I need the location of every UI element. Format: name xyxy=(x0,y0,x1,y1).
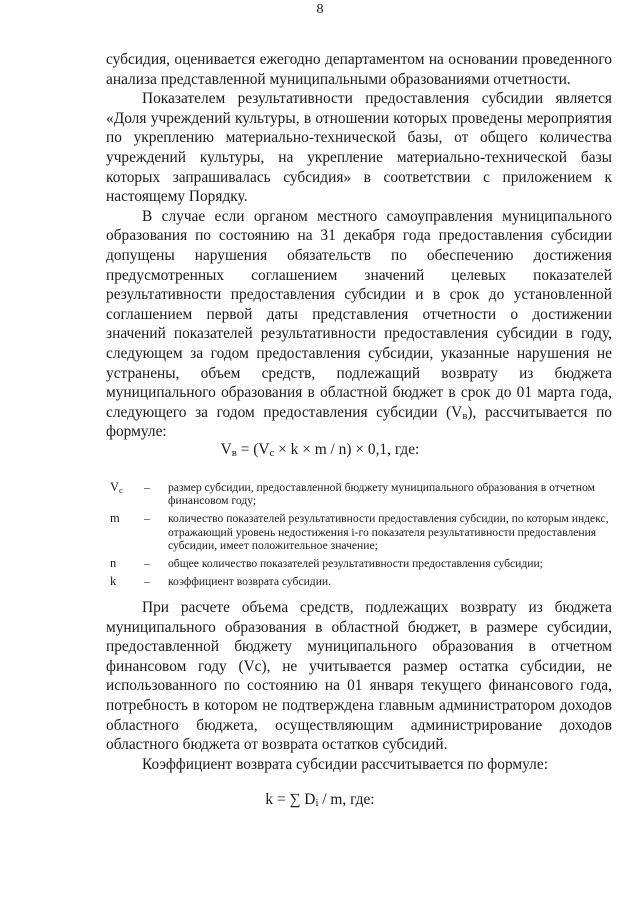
definition-item xyxy=(110,575,612,588)
paragraph-violation-text: В случае если органом местного самоуправления муниципального образования по состоянию на 31 декабря года предоставления субсидии допущены нарушения обязательств по обеспечению достижения предусмотренных соглашением значений целевых показателей результативности предоставления субсидии и в срок до установленной соглашением первой даты представления отчетности о достижении значений показателей результативности предоставления субсидии в году, следующем за годом предоставления субсидии, указанные нарушения не устранены, объем средств, подлежащий возврату из бюджета муниципального образования в областной бюджет в срок до 01 марта года, следующего за годом предоставления субсидии (V xyxy=(106,207,612,421)
definition-item xyxy=(110,512,612,552)
definition-symbol: n xyxy=(110,556,117,571)
formula-coefficient xyxy=(0,791,640,809)
definition-dash: – xyxy=(144,557,150,571)
formula-v-sub: в xyxy=(231,447,237,459)
body-block-top xyxy=(106,50,612,442)
body-block-bottom xyxy=(106,598,612,774)
definition-text: количество показателей результативности предоставления субсидии, по которым индекс, отражающий уровень недостижения i-го показателя результативности предоставления субсидии, имеет положительное значение; xyxy=(168,512,609,552)
definition-dash: – xyxy=(144,575,150,589)
definitions-list xyxy=(110,481,612,593)
paragraph-violation xyxy=(106,207,612,442)
definition-text: общее количество показателей результативности предоставления субсидии; xyxy=(168,557,543,571)
formula2-lead: k = ∑ D xyxy=(265,791,316,808)
formula2-sub: i xyxy=(315,797,319,809)
definition-dash: – xyxy=(144,512,150,526)
paragraph-violation-end: ), рассчитывается по формуле: xyxy=(106,403,612,441)
definition-symbol: k xyxy=(110,574,117,589)
formula2-tail: / m, где: xyxy=(318,791,375,808)
definition-text: размер субсидии, предоставленной бюджету муниципального образования в отчетном финансовом году; xyxy=(168,481,595,508)
paragraph-calculation: При расчете объема средств, подлежащих возврату из бюджета муниципального образования в областной бюджет, в размере субсидии, предоставленной бюджету муниципального образования в отчетном финансовом году (Vс), не учитывается размер остатка субсидии, не использованного по состоянию на 01 января текущего финансового года, потребность в котором не подтверждена главным администратором доходов областного бюджета, осуществляющим администрирование доходов областного бюджета от возврата остатков субсидий. xyxy=(106,599,612,754)
paragraph-coefficient: Коэффициент возврата субсидии рассчитывается по формуле: xyxy=(142,755,548,773)
subscript-v: в xyxy=(462,409,468,422)
definition-symbol: $V_с$ xyxy=(110,480,123,495)
paragraph-continuation: субсидия, оценивается ежегодно департаментом на основании проведенного анализа представленной муниципальными образованиями отчетности. xyxy=(106,51,612,88)
definition-dash: – xyxy=(144,481,150,494)
formula-v: V xyxy=(220,441,232,458)
definition-text: коэффициент возврата субсидии. xyxy=(168,575,332,589)
formula-return-volume xyxy=(0,441,640,459)
page-number: 8 xyxy=(316,2,324,17)
formula-open: = (V xyxy=(236,441,270,458)
definition-item xyxy=(110,481,612,507)
formula-vc-sub: с xyxy=(269,447,275,459)
definition-item xyxy=(110,557,612,570)
paragraph-indicator: Показателем результативности предоставления субсидии является «Доля учреждений культуры, в отношении которых проведены мероприятия по укреплению материально-технической базы, от общего количества учреждений культуры, на укрепление материально-технической базы которых запрашивалась субсидия» в соответствии с приложением к настоящему Порядку. xyxy=(106,90,612,206)
definition-symbol: m xyxy=(110,511,120,526)
formula-rest: × k × m / n) × 0,1, где: xyxy=(274,441,420,458)
